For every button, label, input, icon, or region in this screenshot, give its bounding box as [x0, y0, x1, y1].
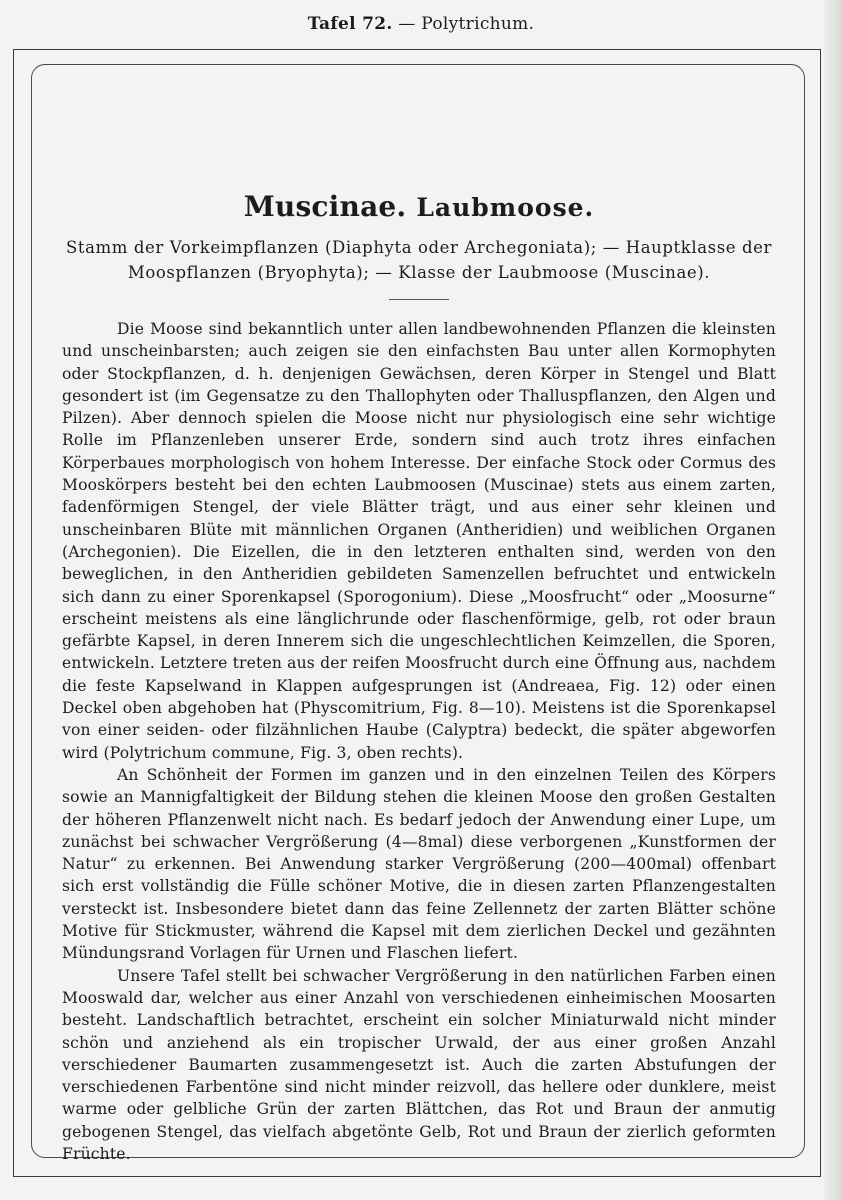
header-separator: — — [398, 14, 416, 34]
genus-name: Polytrichum. — [421, 14, 535, 34]
title-german: Laubmoose. — [416, 193, 595, 222]
page-title — [62, 190, 776, 223]
page-binding-edge — [824, 0, 842, 1200]
title-latin: Muscinae. — [243, 190, 407, 223]
paragraph: Die Moose sind bekanntlich unter allen landbewohnenden Pflanzen die kleinsten und unscheinbarsten; auch zeigen sie den einfachsten Bau unter allen Kormophyten oder Stockpflanzen, d. h. denjenigen Gewächsen, deren Körper in Stengel und Blatt gesondert ist (im Gegensatze zu den Thallophyten oder Thalluspflanzen, den Algen und Pilzen). Aber dennoch spielen die Moose nicht nur physiologisch eine sehr wichtige Rolle im Pflanzenleben unserer Erde, sondern sind auch trotz ihres einfachen Körperbaues morphologisch von hohem Interesse. Der einfache Stock oder Cormus des Mooskörpers besteht bei den echten Laubmoosen (Muscinae) stets aus einem zarten, fadenförmigen Stengel, der viele Blätter trägt, und aus einer sehr kleinen und unscheinbaren Blüte mit männlichen Organen (Antheridien) und weiblichen Organen (Archegonien). Die Eizellen, die in den letzteren enthalten sind, werden von den beweglichen, in den Antheridien gebildeten Samenzellen befruchtet und entwickeln sich dann zu einer Sporenkapsel (Sporogonium). Diese „Moosfrucht“ oder „Moosurne“ erscheint meistens als eine länglichrunde oder flaschenförmige, gelb, rot oder braun gefärbte Kapsel, in deren Innerem sich die ungeschlechtlichen Keimzellen, die Sporen, entwickeln. Letztere treten aus der reifen Moosfrucht durch eine Öffnung aus, nachdem die feste Kapselwand in Klappen aufgesprungen ist (Andreaea, Fig. 12) oder einen Deckel oben abgehoben hat (Physcomitrium, Fig. 8—10). Meistens ist die Sporenkapsel von einer seiden- oder filzähnlichen Haube (Calyptra) bedeckt, die später abgeworfen wird (Polytrichum commune, Fig. 3, oben rechts). — [62, 320, 776, 762]
plate-number: Tafel 72. — [307, 14, 393, 34]
title-divider — [389, 299, 449, 300]
taxonomy-subtitle: Stamm der Vorkeimpflanzen (Diaphyta oder Archegoniata); — Hauptklasse der Moospflanzen (Bryophyta); — Klasse der Laubmoose (Muscinae). — [65, 238, 773, 282]
paragraph: Unsere Tafel stellt bei schwacher Vergrößerung in den natürlichen Farben einen Mooswald dar, welcher aus einer Anzahl von verschiedenen einheimischen Moosarten besteht. Landschaftlich betrachtet, erscheint ein solcher Miniaturwald nicht minder schön und anziehend als ein tropischer Urwald, der aus einer großen Anzahl verschiedener Baumarten zusammengesetzt ist. Auch die zarten Abstufungen der verschiedenen Farbentöne sind nicht minder reizvoll, das hellere oder dunklere, meist warme oder gelbliche Grün der zarten Blättchen, das Rot und Braun der anmutig gebogenen Stengel, das vielfach abgetönte Gelb, Rot und Braun der zierlich geformten Früchte. — [62, 966, 776, 1163]
text-block — [62, 190, 776, 1165]
paragraph: An Schönheit der Formen im ganzen und in den einzelnen Teilen des Körpers sowie an Mannigfaltigkeit der Bildung stehen die kleinen Moose den großen Gestalten der höheren Pflanzenwelt nicht nach. Es bedarf jedoch der Anwendung einer Lupe, um zunächst bei schwacher Vergrößerung (4—8mal) diese verborgenen „Kunstformen der Natur“ zu erkennen. Bei Anwendung starker Vergrößerung (200—400mal) offenbart sich erst vollständig die Fülle schöner Motive, die in diesen zarten Pflanzengestalten versteckt ist. Insbesondere bietet dann das feine Zellennetz der zarten Blätter schöne Motive für Stickmuster, während die Kapsel mit dem zierlichen Deckel und gezähnten Mündungsrand Vorlagen für Urnen und Flaschen liefert. — [62, 765, 776, 963]
page-header — [0, 14, 842, 34]
